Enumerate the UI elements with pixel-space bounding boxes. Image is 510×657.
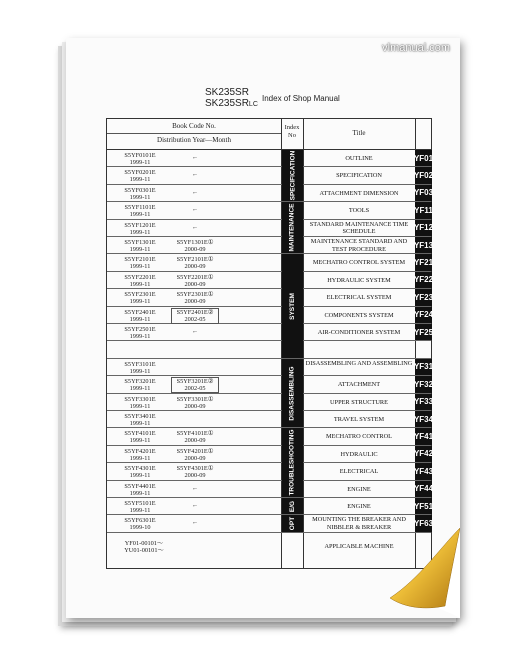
index-tab: YF23 (415, 289, 432, 305)
table-row (107, 359, 434, 376)
title-cell: TRAVEL SYSTEM (333, 416, 385, 423)
book-code-cell: S5YF2101E 1999-11 (124, 256, 156, 271)
revision-code-cell: S5YF2101E① 2000-09 (176, 256, 214, 271)
index-tab: YF33 (415, 394, 432, 410)
serial-range: YF01-00101～ YU01-00101～ (124, 539, 164, 554)
title-cell: DISASSEMBLING AND ASSEMBLING (305, 359, 413, 367)
book-code-cell: S5YF0301E 1999-11 (124, 186, 156, 201)
model-line-2: SK235SRLC (205, 98, 258, 109)
book-code-cell: S5YF4101E 1999-11 (124, 430, 156, 445)
index-no-header: Index No (284, 124, 300, 139)
index-tab: YF42 (415, 446, 432, 462)
index-tab: YF24 (415, 307, 432, 323)
table-row (107, 411, 434, 428)
title-header: Title (352, 129, 366, 137)
table-row (107, 376, 434, 393)
index-tab: YF11 (415, 202, 432, 218)
title-cell: UPPER STRUCTURE (330, 398, 388, 406)
book-code-cell: S5YF3301E 1999-11 (124, 395, 156, 410)
table-row (107, 202, 431, 219)
group-label: SYSTEM (282, 254, 303, 357)
index-tab: YF31 (415, 359, 432, 375)
title-cell: TOOLS (348, 207, 370, 215)
table-row (107, 167, 434, 184)
title-cell: SPECIFICATION (336, 172, 382, 180)
index-tab: YF44 (415, 481, 432, 497)
book-code-cell: S5YF0201E 1999-11 (124, 169, 156, 184)
index-tab: YF43 (415, 463, 432, 479)
distribution-header: Distribution Year—Month (157, 136, 231, 144)
document-title: Index of Shop Manual (262, 94, 340, 103)
index-tab: YF03 (415, 185, 432, 201)
revision-code-cell: ← (191, 188, 199, 196)
index-tab: YF34 (415, 411, 432, 427)
book-code-cell: S5YF1201E 1999-11 (124, 221, 156, 236)
table-row (107, 220, 434, 237)
revision-code-cell: ← (191, 171, 199, 179)
title-cell: AIR-CONDITIONER SYSTEM (317, 329, 401, 336)
book-code-cell: S5YF4201E 1999-11 (124, 447, 156, 462)
revision-code-cell: S5YF4101E① 2000-09 (176, 430, 214, 445)
group-label: MAINTENANCE (282, 202, 303, 253)
index-tab: YF32 (415, 376, 432, 392)
group-label: OPT (282, 515, 303, 531)
book-code-cell: S5YF1101E 1999-11 (124, 204, 156, 219)
table-header (107, 119, 431, 150)
watermark: vlmanual.com (382, 42, 450, 54)
title-cell: HYDRAULIC SYSTEM (327, 276, 391, 284)
table-row (107, 307, 434, 324)
title-cell: ELECTRICAL SYSTEM (326, 294, 392, 302)
book-code-cell: S5YF2401E 1999-11 (124, 308, 156, 323)
revision-code-cell: ← (191, 328, 199, 335)
title-cell: MECHATRO CONTROL (326, 433, 392, 441)
revision-code-cell: ← (191, 519, 199, 527)
manual-page (66, 38, 460, 618)
group-label: DISASSEMBLING (282, 359, 303, 428)
table-row (107, 272, 434, 289)
title-cell: ENGINE (347, 485, 371, 493)
title-cell: STANDARD MAINTENANCE TIME SCHEDULE (309, 220, 409, 236)
book-code-cell: S5YF3201E 1999-11 (124, 378, 156, 393)
book-code-cell: S5YF0101E 1999-11 (124, 152, 156, 166)
book-code-cell: S5YF5101E 1999-11 (124, 500, 156, 514)
table-row (107, 463, 434, 480)
table-row (107, 150, 434, 167)
book-code-cell: S5YF3401E 1999-11 (124, 413, 156, 427)
revision-code-cell: S5YF2301E① 2000-09 (176, 291, 214, 306)
table-row (107, 481, 434, 498)
table-row (107, 289, 434, 306)
index-table (106, 118, 432, 569)
index-tab: YF51 (415, 498, 432, 514)
index-tab: YF63 (415, 515, 432, 531)
book-code-cell: S5YF4301E 1999-11 (124, 465, 156, 480)
revision-code-cell: ← (191, 206, 199, 214)
title-cell: OUTLINE (345, 155, 373, 162)
book-code-cell: S5YF4401E 1999-11 (124, 482, 156, 497)
revision-code-cell: S5YF3301E① 2000-09 (176, 395, 214, 410)
revision-code-cell: S5YF1301E① 2000-09 (176, 239, 214, 253)
table-row (107, 254, 434, 271)
index-tab: YF02 (415, 167, 432, 183)
table-row (107, 428, 434, 445)
index-tab: YF41 (415, 428, 432, 444)
book-code-header: Book Code No. (172, 122, 216, 130)
table-row (107, 185, 434, 202)
title-cell: ENGINE (347, 503, 371, 510)
revision-code-cell: ← (191, 223, 199, 231)
title-cell: MECHATRO CONTROL SYSTEM (312, 259, 406, 267)
table-row (107, 446, 434, 463)
book-code-cell: S5YF3101E 1999-11 (124, 360, 156, 375)
model-line-1: SK235SR (205, 87, 249, 98)
title-cell: ATTACHMENT DIMENSION (319, 189, 399, 197)
revision-code-cell: ← (191, 502, 199, 509)
revision-code-cell: S5YF3201E② 2002-05 (172, 378, 218, 392)
title-cell: ATTACHMENT (337, 381, 381, 389)
title-cell: COMPONENTS SYSTEM (324, 311, 394, 319)
group-label: SPECIFICATION (282, 150, 303, 201)
page-curl-icon (370, 508, 460, 618)
revision-code-cell: S5YF4301E① 2000-09 (176, 465, 214, 480)
table-row (107, 341, 431, 358)
book-code-cell: S5YF2501E 1999-11 (124, 326, 156, 340)
index-tab: YF12 (415, 220, 432, 236)
index-tab: YF25 (415, 324, 432, 340)
index-tab: YF22 (415, 272, 432, 288)
revision-code-cell: S5YF2201E① 2000-09 (176, 273, 214, 288)
revision-code-cell: S5YF4201E① 2000-09 (176, 447, 214, 462)
book-code-cell: S5YF6301E 1999-10 (124, 517, 156, 532)
book-code-cell: S5YF2301E 1999-11 (124, 291, 156, 306)
model-names (205, 87, 258, 110)
title-cell: ELECTRICAL (339, 468, 379, 476)
index-tab: YF01 (415, 150, 432, 166)
revision-code-cell: ← (191, 484, 199, 492)
group-label: TROUBLESHOOTING (282, 428, 303, 497)
revision-code-cell: S5YF2401E② 2002-05 (172, 309, 218, 323)
revision-code-cell: ← (191, 154, 199, 161)
book-code-cell: S5YF1301E 1999-11 (124, 239, 156, 253)
applicable-machine-title: APPLICABLE MACHINE (324, 542, 394, 550)
title-cell: MAINTENANCE STANDARD AND TEST PROCEDURE (310, 238, 408, 253)
table-row (107, 237, 434, 254)
table-row (107, 394, 434, 411)
title-cell: HYDRAULIC (340, 450, 378, 458)
title-cell: MOUNTING THE BREAKER AND NIBBLER & BREAKER (312, 516, 406, 531)
book-code-cell: S5YF2201E 1999-11 (124, 273, 156, 288)
index-tab: YF21 (415, 254, 432, 270)
index-tab: YF13 (415, 237, 432, 253)
table-row (107, 324, 434, 341)
group-label: E/G (282, 498, 303, 514)
